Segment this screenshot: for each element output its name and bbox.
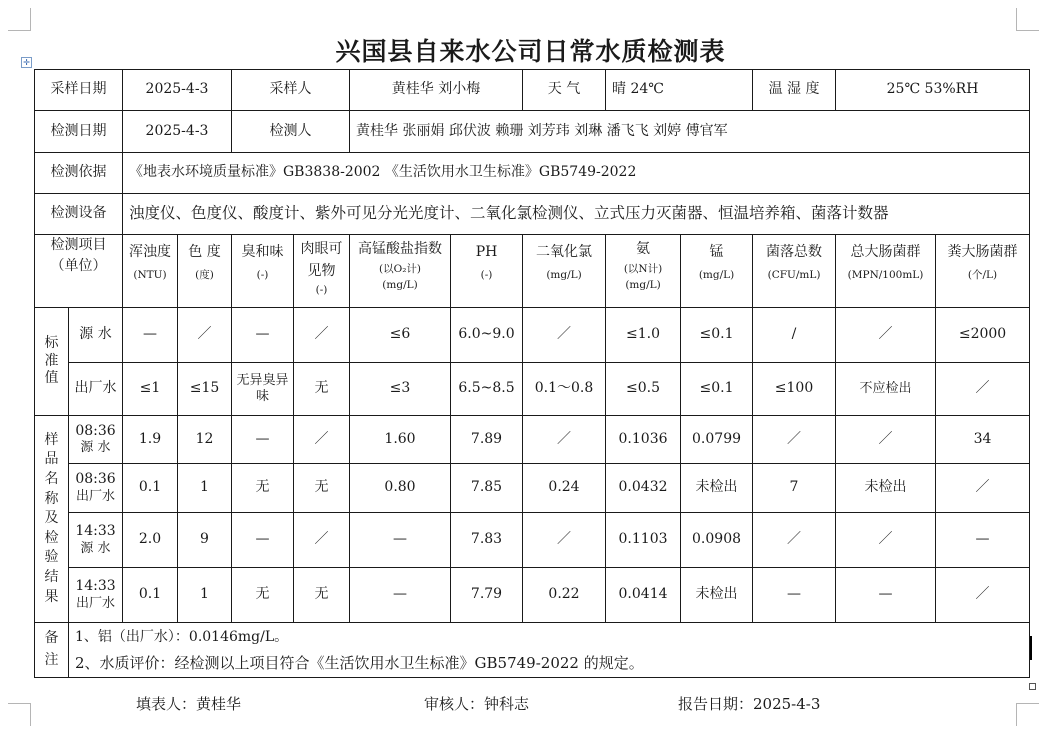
table-cell: 1.60	[350, 416, 451, 464]
report-date: 报告日期：2025-4-3	[678, 695, 821, 713]
table-cell: 未检出	[681, 568, 753, 623]
table-cell: —	[350, 568, 451, 623]
sample-name: 08:36 源 水	[69, 416, 123, 464]
table-cell: 0.80	[350, 464, 451, 513]
reviewer-signature: 审核人：钟科志	[424, 695, 530, 713]
table-cell: ／	[753, 416, 836, 464]
standard-out-label: 出厂水	[69, 363, 123, 416]
table-cell: ≤0.1	[681, 308, 753, 363]
col-header-colony-count: 菌落总数 (CFU/mL)	[753, 235, 836, 308]
crop-mark-bottom-left	[8, 703, 31, 726]
table-cell: —	[753, 568, 836, 623]
table-cell: —	[232, 513, 294, 568]
sample-name: 14:33 源 水	[69, 513, 123, 568]
table-cell: ／	[936, 363, 1030, 416]
weather-value: 晴 24℃	[606, 70, 753, 111]
table-cell: 0.1～0.8	[523, 363, 606, 416]
crop-mark-bottom-right	[1016, 703, 1039, 726]
item-header-label	[35, 235, 123, 308]
table-cell: 无	[232, 464, 294, 513]
crop-mark-top-right	[1016, 8, 1039, 31]
table-cell: 无	[232, 568, 294, 623]
table-cell: 7.79	[451, 568, 523, 623]
col-header-ph: PH (-)	[451, 235, 523, 308]
water-quality-table	[34, 69, 1030, 678]
table-cell: ≤1.0	[606, 308, 681, 363]
table-cell: ／	[523, 308, 606, 363]
sample-date-value: 2025-4-3	[123, 70, 232, 111]
standard-group-label: 标 准 值	[35, 308, 69, 416]
temp-humidity-label: 温 湿 度	[753, 70, 836, 111]
col-header-turbidity: 浑浊度 (NTU)	[123, 235, 178, 308]
table-cell: ／	[294, 513, 350, 568]
crop-mark-top-left	[8, 8, 31, 31]
table-cell: 0.0414	[606, 568, 681, 623]
table-cell: 1	[178, 568, 232, 623]
table-cell: 7	[753, 464, 836, 513]
tester-label: 检测人	[232, 111, 350, 153]
equipment-label: 检测设备	[35, 194, 123, 235]
sample-name: 08:36 出厂水	[69, 464, 123, 513]
table-move-handle-icon[interactable]: ✛	[21, 57, 32, 68]
col-header-manganese: 锰 (mg/L)	[681, 235, 753, 308]
testers-value: 黄桂华 张丽娟 邱伏波 赖珊 刘芳玮 刘琳 潘飞飞 刘婷 傅官军	[350, 111, 1030, 153]
temp-humidity-value: 25℃ 53%RH	[836, 70, 1030, 111]
table-cell: —	[836, 568, 936, 623]
col-header-odor: 臭和味 (-)	[232, 235, 294, 308]
col-header-permanganate: 高锰酸盐指数 (以O₂计) (mg/L)	[350, 235, 451, 308]
sample-row	[35, 416, 1030, 464]
test-date-value: 2025-4-3	[123, 111, 232, 153]
table-cell: ／	[523, 416, 606, 464]
col-header-visible-matter: 肉眼可 见物 (-)	[294, 235, 350, 308]
col-header-total-coliform: 总大肠菌群 (MPN/100mL)	[836, 235, 936, 308]
sample-name: 14:33 出厂水	[69, 568, 123, 623]
table-cell: 0.0432	[606, 464, 681, 513]
table-cell: ≤1	[123, 363, 178, 416]
table-cell: 0.0799	[681, 416, 753, 464]
samples-group-label: 样 品 名 称 及 检 验 结 果	[35, 416, 69, 623]
sample-row	[35, 464, 1030, 513]
table-cell: ／	[178, 308, 232, 363]
standard-raw-label: 源 水	[69, 308, 123, 363]
weather-label: 天 气	[523, 70, 606, 111]
item-label: 检测项目	[50, 237, 107, 253]
table-cell: ／	[836, 416, 936, 464]
table-cell: ≤0.1	[681, 363, 753, 416]
table-cell: 0.22	[523, 568, 606, 623]
table-cell: 2.0	[123, 513, 178, 568]
table-cell: —	[232, 308, 294, 363]
table-cell: ≤100	[753, 363, 836, 416]
table-cell: ／	[523, 513, 606, 568]
table-cell: —	[350, 513, 451, 568]
table-cell: 无异臭异味	[232, 363, 294, 416]
info-row-basis	[35, 153, 1030, 194]
info-row-testing	[35, 111, 1030, 153]
sampler-value: 黄桂华 刘小梅	[350, 70, 523, 111]
table-cell: ／	[836, 308, 936, 363]
table-cell: ≤3	[350, 363, 451, 416]
sampler-label: 采样人	[232, 70, 350, 111]
note-line-1: 1、铝（出厂水）：0.0146mg/L。	[75, 629, 289, 645]
table-cell: ／	[936, 464, 1030, 513]
notes-row	[35, 623, 1030, 678]
table-cell: /	[753, 308, 836, 363]
col-header-color: 色 度 (度)	[178, 235, 232, 308]
table-cell: 0.0908	[681, 513, 753, 568]
table-cell: ≤2000	[936, 308, 1030, 363]
filler-signature: 填表人：黄桂华	[136, 695, 242, 713]
table-cell: —	[232, 416, 294, 464]
table-cell: 6.0~9.0	[451, 308, 523, 363]
info-row-sampling	[35, 70, 1030, 111]
sample-row	[35, 568, 1030, 623]
page-title: 兴国县自来水公司日常水质检测表	[335, 37, 726, 66]
table-cell: ／	[294, 416, 350, 464]
table-cell: 0.1036	[606, 416, 681, 464]
table-resize-handle[interactable]	[1029, 683, 1036, 690]
note-line-2: 2、水质评价：经检测以上项目符合《生活饮用水卫生标准》GB5749-2022 的规定。	[75, 654, 644, 672]
table-cell: ／	[753, 513, 836, 568]
table-cell: ≤0.5	[606, 363, 681, 416]
table-cell: 无	[294, 363, 350, 416]
table-cell: 6.5~8.5	[451, 363, 523, 416]
notes-content	[69, 623, 1030, 678]
table-cell: ／	[836, 513, 936, 568]
table-cell: 0.1103	[606, 513, 681, 568]
table-cell: 7.85	[451, 464, 523, 513]
unit-label: （单位）	[50, 258, 107, 274]
col-header-fecal-coliform: 粪大肠菌群 (个/L)	[936, 235, 1030, 308]
table-cell: 1.9	[123, 416, 178, 464]
table-cell: 未检出	[681, 464, 753, 513]
info-row-equipment	[35, 194, 1030, 235]
standard-raw-row	[35, 308, 1030, 363]
table-cell: —	[123, 308, 178, 363]
table-cell: 0.1	[123, 464, 178, 513]
table-cell: 7.83	[451, 513, 523, 568]
equipment-value: 浊度仪、色度仪、酸度计、紫外可见分光光度计、二氧化氯检测仪、立式压力灭菌器、恒温培养箱、菌落计数器	[123, 194, 1030, 235]
table-cell: 0.24	[523, 464, 606, 513]
table-cell: 1	[178, 464, 232, 513]
table-cell: 不应检出	[836, 363, 936, 416]
table-cell: 0.1	[123, 568, 178, 623]
table-cell: ≤6	[350, 308, 451, 363]
table-cell: 34	[936, 416, 1030, 464]
table-cell: 无	[294, 568, 350, 623]
standard-out-row	[35, 363, 1030, 416]
col-header-ammonia: 氨 (以N计) (mg/L)	[606, 235, 681, 308]
col-header-chlorine-dioxide: 二氧化氯 (mg/L)	[523, 235, 606, 308]
basis-label: 检测依据	[35, 153, 123, 194]
table-cell: 7.89	[451, 416, 523, 464]
sample-row	[35, 513, 1030, 568]
table-cell: 无	[294, 464, 350, 513]
test-date-label: 检测日期	[35, 111, 123, 153]
table-cell: 9	[178, 513, 232, 568]
table-cell: —	[936, 513, 1030, 568]
text-cursor	[1030, 636, 1032, 660]
item-header-row	[35, 235, 1030, 308]
table-cell: ／	[294, 308, 350, 363]
table-cell: 未检出	[836, 464, 936, 513]
table-cell: 12	[178, 416, 232, 464]
table-cell: ／	[936, 568, 1030, 623]
table-cell: ≤15	[178, 363, 232, 416]
notes-label: 备 注	[35, 623, 69, 678]
basis-value: 《地表水环境质量标准》GB3838-2002 《生活饮用水卫生标准》GB5749-2022	[123, 153, 1030, 194]
sample-date-label: 采样日期	[35, 70, 123, 111]
